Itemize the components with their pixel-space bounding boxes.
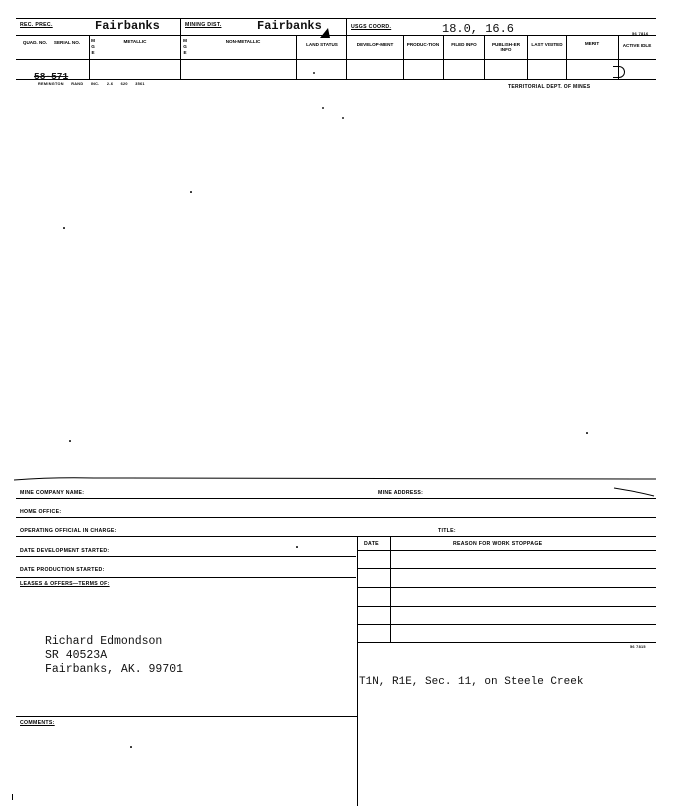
title-label: TITLE: [438, 528, 456, 534]
lessee-name: Richard Edmondson [45, 635, 163, 648]
active-idle-mark [613, 66, 625, 78]
col-active-idle: ACTIVE IDLE [622, 43, 652, 48]
speck [342, 117, 344, 119]
quad-value: 58-571 [34, 71, 69, 82]
col-last-visited: LAST VISITED [531, 42, 563, 47]
speck [190, 191, 192, 193]
speck [69, 440, 71, 442]
col-production: PRODUC-TION [406, 42, 440, 47]
rec-prec-value: Fairbanks [95, 19, 160, 33]
speck [12, 794, 13, 800]
col-filed-info: FILED INFO [451, 42, 477, 47]
col-serial-no: SERIAL NO. [53, 40, 81, 45]
reason-column-header: REASON FOR WORK STOPPAGE [453, 541, 543, 547]
operating-official-label: OPERATING OFFICIAL IN CHARGE: [20, 528, 117, 534]
location-description: T1N, R1E, Sec. 11, on Steele Creek [359, 676, 584, 688]
home-office-label: HOME OFFICE: [20, 509, 62, 515]
footer-left: REMINGTON RAND INC. 2-6 620 3561 [38, 82, 145, 86]
col-publisher-info: PUBLISH-ER INFO [491, 42, 521, 52]
date-development-label: DATE DEVELOPMENT STARTED: [20, 548, 110, 554]
row-letter-g1: G [91, 44, 95, 49]
lessee-city: Fairbanks, AK. 99701 [45, 663, 184, 676]
ink-mark [318, 24, 338, 42]
small-form-code: 56 7815 [630, 645, 646, 649]
speck [296, 546, 298, 548]
footer-right: TERRITORIAL DEPT. OF MINES [508, 84, 591, 90]
usgs-coord-label: USGS COORD. [351, 24, 392, 30]
date-production-label: DATE PRODUCTION STARTED: [20, 567, 105, 573]
mining-dist-value: Fairbanks [257, 19, 322, 33]
mine-company-name-label: MINE COMPANY NAME: [20, 490, 85, 496]
row-letter-g2: G [183, 44, 187, 49]
comments-label: COMMENTS: [20, 720, 55, 726]
col-metallic: METALLIC [123, 39, 147, 44]
lessee-serial: SR 40523A [45, 649, 108, 662]
form-number: 56 7816 [632, 31, 649, 36]
speck [322, 107, 324, 109]
row-letter-e1: E [91, 50, 95, 55]
col-land-status: LAND STATUS [306, 42, 338, 47]
col-quad-no: QUAD. NO. [22, 40, 48, 45]
mine-address-label: MINE ADDRESS: [378, 490, 424, 496]
usgs-coord-value: 18.0, 16.6 [442, 22, 515, 36]
speck [586, 432, 588, 434]
rec-prec-label: REC. PREC. [20, 22, 53, 28]
col-merit: MERIT [584, 41, 600, 46]
row-letter-m1: M [91, 38, 95, 43]
row-letter-e2: E [183, 50, 187, 55]
speck [63, 227, 65, 229]
row-letter-m2: M [183, 38, 187, 43]
speck [130, 746, 132, 748]
col-non-metallic: NON-METALLIC [225, 39, 261, 44]
form-top-curve [14, 474, 656, 500]
col-development: DEVELOP-MENT [356, 42, 394, 47]
land-status-mark [313, 72, 315, 74]
leases-label: LEASES & OFFERS—TERMS OF: [20, 581, 110, 587]
mining-dist-label: MINING DIST. [185, 22, 222, 28]
date-column-header: DATE [364, 541, 379, 547]
